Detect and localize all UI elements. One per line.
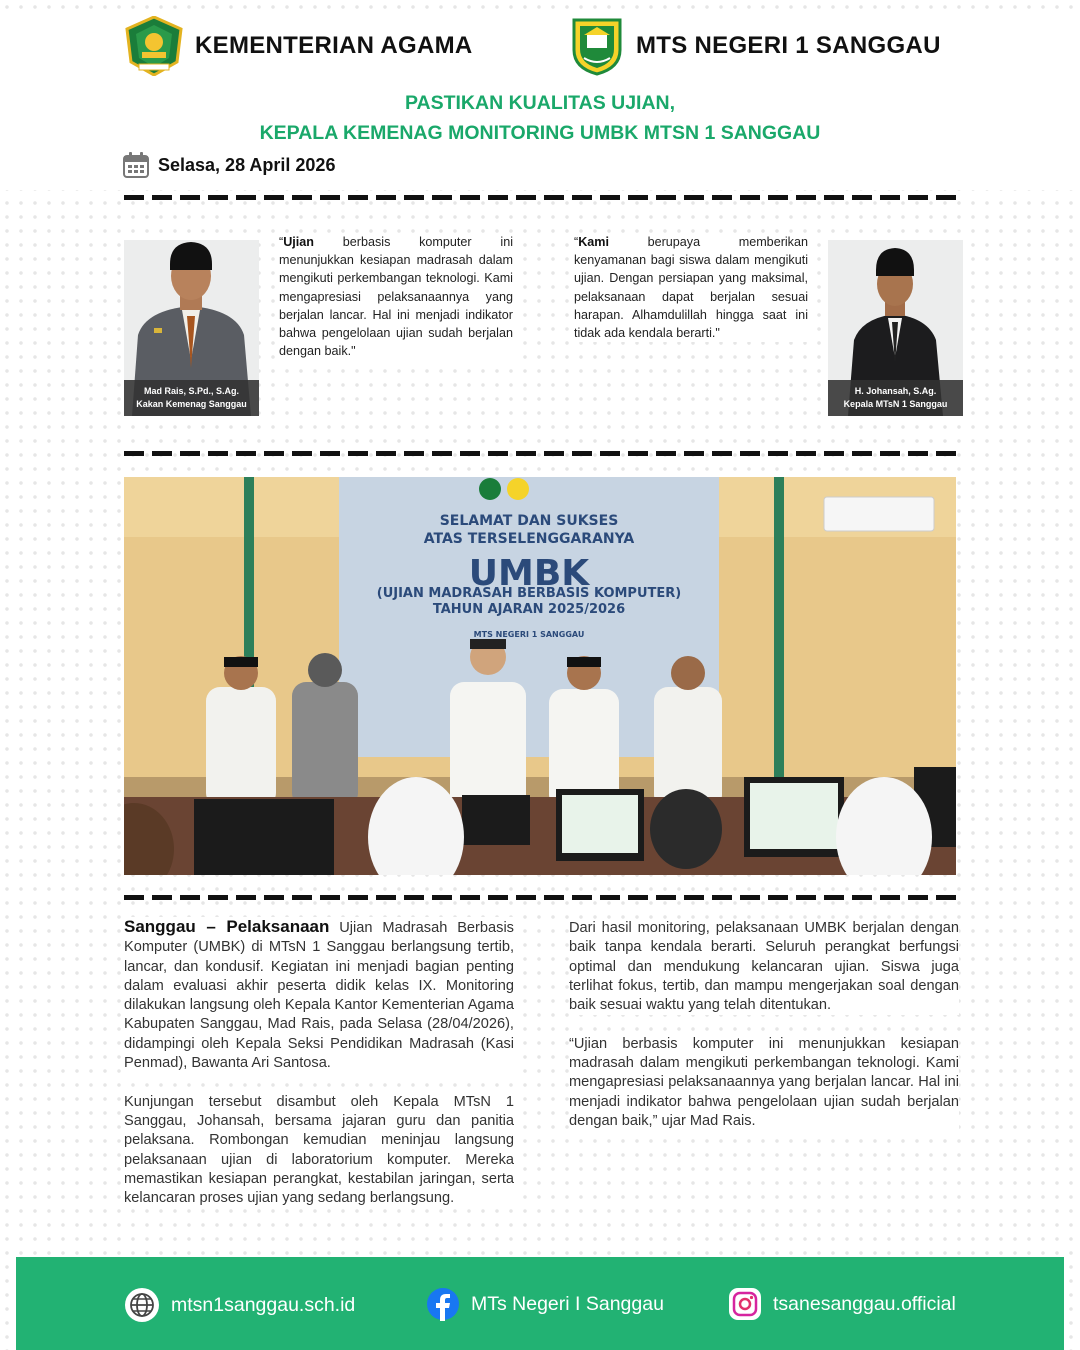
person-name-right: H. Johansah, S.Ag.	[854, 386, 937, 396]
umbk-lab-photo	[124, 477, 956, 875]
title-section	[0, 78, 1080, 190]
person-card-right	[828, 240, 963, 416]
divider-middle	[124, 451, 958, 456]
article-p1-text: Ujian Madrasah Berbasis Komputer (UMBK) di MTsN 1 Sanggau berlangsung tertib, lancar, dan kondusif. Kegiatan ini menjadi bagian penting dalam evaluasi akhir peserta didik kelas IX. Monitoring dilakukan langsung oleh Kepala Kantor Kementerian Agama Kabupaten Sanggau, Mad Rais, pada Selasa (28/04/2026), didampingi oleh Kepala Seksi Pendidikan Madrasah (Kasi Penmad), Bawanta Ari Santosa.	[124, 920, 514, 1072]
person-title-left: Kakan Kemenag Sanggau	[136, 399, 247, 409]
banner-line-2: ATAS TERSELENGGARANYA	[423, 531, 635, 547]
article-paragraph-2: Kunjungan tersebut disambut oleh Kepala MTsN 1 Sanggau, Johansah, bersama jajaran guru dan panitia pelaksana. Rombongan kemudian meninjau langsung pelaksanaan ujian di laboratorium komputer. Mereka memastikan kesiapan perangkat, kestabilan jaringan, serta kelancaran proses ujian yang sedang berlangsung.	[124, 1093, 514, 1209]
divider-top	[124, 195, 958, 200]
mtsn-sanggau-logo-icon	[568, 16, 626, 76]
banner-big: UMBK	[468, 553, 590, 594]
banner-line-1: SELAMAT DAN SUKSES	[439, 513, 619, 529]
person-title-right: Kepala MTsN 1 Sanggau	[843, 399, 948, 409]
website-url[interactable]: mtsn1sanggau.sch.id	[171, 1293, 356, 1316]
article-lead: Sanggau – Pelaksanaan	[124, 917, 330, 936]
footer-facebook[interactable]	[426, 1287, 664, 1321]
kemenag-logo-icon	[123, 16, 185, 76]
publish-date: Selasa, 28 April 2026	[158, 154, 336, 175]
facebook-icon	[426, 1287, 460, 1321]
instagram-icon	[728, 1287, 762, 1321]
quote-right-lead: Kami	[578, 235, 609, 249]
calendar-icon	[122, 151, 150, 179]
instagram-handle[interactable]: tsanesanggau.official	[773, 1292, 956, 1315]
quote-left: “Ujian berbasis komputer ini menunjukkan kesiapan madrasah dalam mengikuti perkembangan teknologi. Kami mengapresiasi pelaksanaannya yang berjalan lancar. Hal ini menjadi indikator bahwa pengelolaan ujian sudah berjalan dengan baik."	[279, 233, 513, 360]
facebook-handle[interactable]: MTs Negeri I Sanggau	[471, 1292, 664, 1315]
person-name-left: Mad Rais, S.Pd., S.Ag.	[143, 386, 240, 396]
article-paragraph-4: “Ujian berbasis komputer ini menunjukkan kesiapan madrasah dalam mengikuti perkembangan teknologi. Kami mengapresiasi pelaksanaannya yang berjalan lancar. Hal ini menjadi indikator bahwa pengelolaan ujian sudah berjalan dengan baik,” ujar Mad Rais.	[569, 1035, 959, 1131]
footer	[16, 1257, 1064, 1350]
article-column-left	[124, 917, 514, 1208]
article-column-right	[569, 919, 959, 1131]
quote-left-lead: Ujian	[283, 235, 314, 249]
org-mtsn	[568, 16, 941, 76]
headline-line-2: KEPALA KEMENAG MONITORING UMBK MTSN 1 SANGGAU	[259, 122, 821, 144]
footer-website[interactable]	[124, 1287, 355, 1323]
quote-left-text: berbasis komputer ini menunjukkan kesiapan madrasah dalam mengikuti perkembangan teknologi. Kami mengapresiasi pelaksanaannya yang berjalan lancar. Hal ini menjadi indikator bahwa pengelolaan ujian sudah berjalan dengan baik."	[279, 235, 513, 359]
article-paragraph-3: Dari hasil monitoring, pelaksanaan UMBK berjalan dengan baik tanpa kendala berarti. Seluruh perangkat berfungsi optimal dan mendukung kelancaran ujian. Siswa juga terlihat fokus, tertib, dan mampu mengerjakan soal dengan baik sesuai waktu yang telah ditentukan.	[569, 919, 959, 1015]
person-caption-right	[828, 380, 963, 416]
globe-icon	[124, 1287, 160, 1323]
header	[0, 14, 1080, 78]
quote-right: “Kami berupaya memberikan kenyamanan bagi siswa dalam mengikuti ujian. Dengan persiapan yang maksimal, pelaksanaan dapat berjalan sesuai harapan. Alhamdulillah hingga saat ini tidak ada kendala berarti."	[574, 233, 808, 342]
headline-line-1: PASTIKAN KUALITAS UJIAN,	[404, 92, 676, 114]
event-photo	[124, 477, 956, 875]
org-kemenag	[123, 16, 473, 76]
divider-bottom	[124, 895, 958, 900]
footer-instagram[interactable]	[728, 1287, 956, 1321]
article-paragraph-1	[124, 917, 514, 1073]
date-row	[122, 151, 335, 179]
headline	[0, 78, 1080, 148]
person-card-left	[124, 240, 259, 416]
quote-right-text: berupaya memberikan kenyamanan bagi siswa dalam mengikuti ujian. Dengan persiapan yang maksimal, pelaksanaan dapat berjalan sesuai harapan. Alhamdulillah hingga saat ini tidak ada kendala berarti."	[574, 235, 808, 341]
banner-sub: (UJIAN MADRASAH BERBASIS KOMPUTER)	[376, 586, 682, 601]
banner-year: TAHUN AJARAN 2025/2026	[432, 602, 626, 617]
banner-school: MTS NEGERI 1 SANGGAU	[473, 630, 585, 639]
org-left-name: KEMENTERIAN AGAMA	[195, 32, 473, 59]
person-caption-left	[124, 380, 259, 416]
org-right-name: MTS NEGERI 1 SANGGAU	[636, 32, 941, 59]
